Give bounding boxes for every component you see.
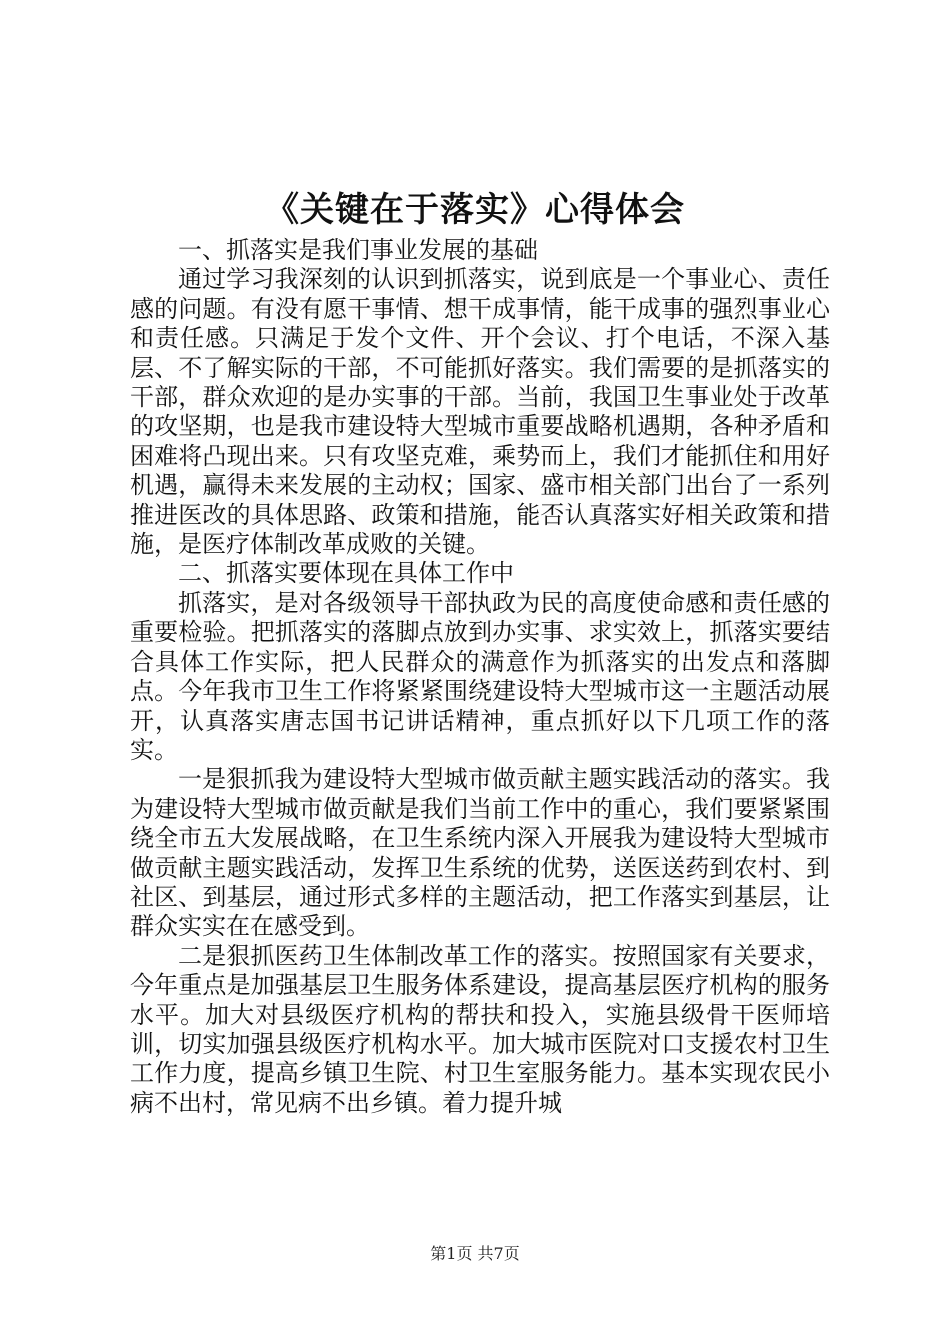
paragraph-3: 一是狠抓我为建设特大型城市做贡献主题实践活动的落实。我为建设特大型城市做贡献是我们当前工作中的重心，我们要紧紧围绕全市五大发展战略，在卫生系统内深入开展我为建设特大型城市做贡献主题实践活动，发挥卫生系统的优势，送医送药到农村、到社区、到基层，通过形式多样的主题活动，把工作落实到基层，让群众实实在在感受到。 — [130, 765, 830, 941]
section-heading-1: 一、抓落实是我们事业发展的基础 — [178, 236, 538, 264]
document-body — [130, 236, 830, 1118]
paragraph-1: 通过学习我深刻的认识到抓落实，说到底是一个事业心、责任感的问题。有没有愿干事情、想干成事情，能干成事的强烈事业心和责任感。只满足于发个文件、开个会议、打个电话，不深入基层、不了解实际的干部，不可能抓好落实。我们需要的是抓落实的干部，群众欢迎的是办实事的干部。当前，我国卫生事业处于改革的攻坚期，也是我市建设特大型城市重要战略机遇期，各种矛盾和困难将凸现出来。只有攻坚克难，乘势而上，我们才能抓住和用好机遇，赢得未来发展的主动权；国家、盛市相关部门出台了一系列推进医改的具体思路、政策和措施，能否认真落实好相关政策和措施，是医疗体制改革成败的关键。 — [130, 265, 830, 559]
document-title: 《关键在于落实》心得体会 — [265, 190, 685, 230]
section-heading-2: 二、抓落实要体现在具体工作中 — [178, 559, 514, 588]
page-footer: 第1页 共7页 — [430, 1244, 520, 1263]
paragraph-4: 二是狠抓医药卫生体制改革工作的落实。按照国家有关要求，今年重点是加强基层卫生服务体系建设，提高基层医疗机构的服务水平。加大对县级医疗机构的帮扶和投入，实施县级骨干医师培训，切实加强县级医疗机构水平。加大城市医院对口支援农村卫生工作力度，提高乡镇卫生院、村卫生室服务能力。基本实现农民小病不出村，常见病不出乡镇。着力提升城 — [130, 941, 830, 1117]
paragraph-2: 抓落实，是对各级领导干部执政为民的高度使命感和责任感的重要检验。把抓落实的落脚点放到办实事、求实效上，抓落实要结合具体工作实际，把人民群众的满意作为抓落实的出发点和落脚点。今年我市卫生工作将紧紧围绕建设特大型城市这一主题活动展开，认真落实唐志国书记讲话精神，重点抓好以下几项工作的落实。 — [130, 588, 830, 764]
